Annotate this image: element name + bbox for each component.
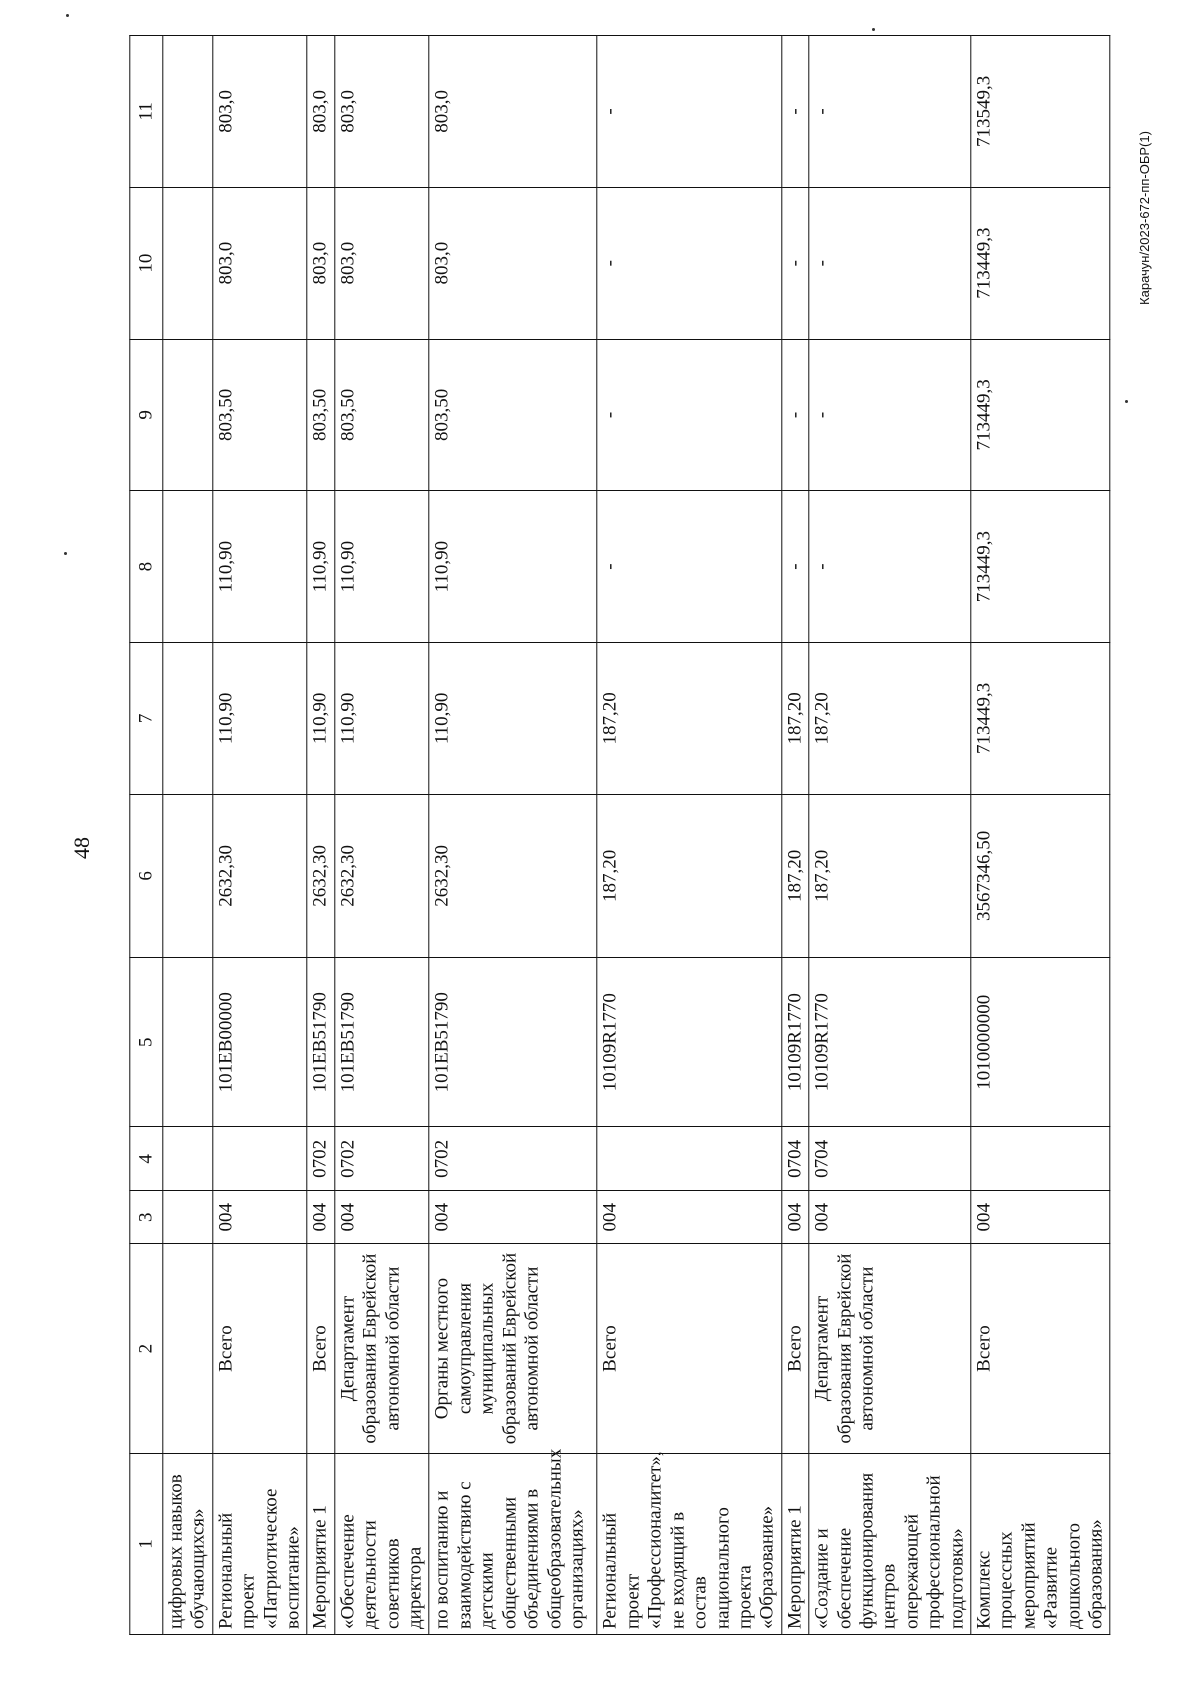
header-cell: 1	[130, 1454, 163, 1635]
year-cell: -	[597, 339, 781, 491]
target-code-cell	[163, 958, 213, 1127]
year-cell: 803,50	[429, 339, 597, 491]
year-cell: 713449,3	[971, 339, 1110, 491]
name-cell: Комплекс процессных мероприятий «Развитие дошкольного образования»	[971, 1454, 1110, 1635]
year-cell: 110,90	[335, 491, 430, 643]
table-row	[971, 36, 1110, 1635]
name-cell: Мероприятие 1	[307, 1454, 334, 1635]
executor-cell: Всего	[213, 1244, 308, 1454]
year-cell: 110,90	[429, 491, 597, 643]
year-cell: -	[809, 339, 971, 491]
year-cell: 713449,3	[971, 642, 1110, 794]
name-cell: «Создание и обеспечение функционирования центров опережающей профессиональной подготовки»	[809, 1454, 971, 1635]
year-cell: 713449,3	[971, 491, 1110, 643]
name-cell: по воспитанию и взаимодействию с детскими общественными объединениями в общеобразовательных организациях»	[429, 1454, 597, 1635]
year-cell: 713449,3	[971, 187, 1110, 339]
year-cell: 803,0	[335, 187, 430, 339]
table-row	[335, 36, 430, 1635]
total-cell: 2632,30	[213, 794, 308, 957]
year-cell	[163, 642, 213, 794]
table-row	[782, 36, 809, 1635]
total-cell: 187,20	[782, 794, 809, 957]
document-id: Карачун/2023-672-пп-ОБР(1)	[1137, 131, 1152, 305]
section-cell	[213, 1127, 308, 1191]
table-row	[213, 36, 308, 1635]
year-cell: 187,20	[597, 642, 781, 794]
header-cell: 3	[130, 1191, 163, 1244]
section-cell	[163, 1127, 213, 1191]
page-number: 48	[69, 837, 94, 859]
year-cell: -	[809, 187, 971, 339]
year-cell: 803,50	[307, 339, 334, 491]
year-cell: 803,0	[307, 36, 334, 188]
table-row	[429, 36, 597, 1635]
code-cell: 004	[809, 1191, 971, 1244]
code-cell: 004	[971, 1191, 1110, 1244]
executor-cell	[163, 1244, 213, 1454]
header-cell: 11	[130, 36, 163, 188]
name-cell: «Обеспечение деятельности советников директора	[335, 1454, 430, 1635]
table-row	[597, 36, 781, 1635]
table-row	[163, 36, 213, 1635]
code-cell: 004	[597, 1191, 781, 1244]
year-cell: -	[597, 187, 781, 339]
year-cell: -	[597, 36, 781, 188]
year-cell: 803,0	[307, 187, 334, 339]
year-cell: -	[782, 339, 809, 491]
executor-cell: Всего	[597, 1244, 781, 1454]
target-code-cell: 1010000000	[971, 958, 1110, 1127]
code-cell: 004	[213, 1191, 308, 1244]
section-cell: 0702	[307, 1127, 334, 1191]
year-cell: 803,50	[213, 339, 308, 491]
header-cell: 10	[130, 187, 163, 339]
year-cell: 187,20	[782, 642, 809, 794]
year-cell: -	[597, 491, 781, 643]
year-cell: -	[782, 491, 809, 643]
scan-speck	[66, 14, 69, 17]
total-cell: 2632,30	[335, 794, 430, 957]
name-cell: Региональный проект «Профессионалитет», не входящий в состав национального проекта «Образование»	[597, 1454, 781, 1635]
header-cell: 6	[130, 794, 163, 957]
section-cell: 0702	[335, 1127, 430, 1191]
table-row	[307, 36, 334, 1635]
target-code-cell: 101EB00000	[213, 958, 308, 1127]
rotated-table-frame	[135, 35, 1107, 1635]
year-cell: 803,0	[429, 36, 597, 188]
section-cell	[597, 1127, 781, 1191]
code-cell: 004	[307, 1191, 334, 1244]
total-cell: 187,20	[597, 794, 781, 957]
year-cell: 803,0	[213, 187, 308, 339]
name-cell: цифровых навыков обучающихся»	[163, 1454, 213, 1635]
year-cell: -	[809, 491, 971, 643]
total-cell: 3567346,50	[971, 794, 1110, 957]
year-cell: -	[782, 187, 809, 339]
target-code-cell: 10109R1770	[809, 958, 971, 1127]
year-cell: 110,90	[307, 642, 334, 794]
year-cell: 110,90	[335, 642, 430, 794]
executor-cell: Всего	[971, 1244, 1110, 1454]
target-code-cell: 10109R1770	[597, 958, 781, 1127]
year-cell: -	[782, 36, 809, 188]
name-cell: Мероприятие 1	[782, 1454, 809, 1635]
year-cell: 110,90	[307, 491, 334, 643]
year-cell	[163, 187, 213, 339]
section-cell: 0702	[429, 1127, 597, 1191]
header-cell: 8	[130, 491, 163, 643]
total-cell: 2632,30	[429, 794, 597, 957]
code-cell	[163, 1191, 213, 1244]
target-code-cell: 101EB51790	[307, 958, 334, 1127]
scan-speck	[1125, 400, 1128, 403]
target-code-cell: 10109R1770	[782, 958, 809, 1127]
target-code-cell: 101EB51790	[429, 958, 597, 1127]
scan-speck	[64, 552, 67, 555]
header-cell: 4	[130, 1127, 163, 1191]
total-cell: 187,20	[809, 794, 971, 957]
year-cell	[163, 36, 213, 188]
budget-table	[129, 35, 1110, 1635]
header-cell: 5	[130, 958, 163, 1127]
header-cell: 7	[130, 642, 163, 794]
executor-cell: Всего	[782, 1244, 809, 1454]
year-cell: 187,20	[809, 642, 971, 794]
year-cell: 803,50	[335, 339, 430, 491]
executor-cell: Департамент образования Еврейской автономной области	[335, 1244, 430, 1454]
executor-cell: Органы местного самоуправления муниципальных образований Еврейской автономной области	[429, 1244, 597, 1454]
target-code-cell: 101EB51790	[335, 958, 430, 1127]
total-cell: 2632,30	[307, 794, 334, 957]
code-cell: 004	[782, 1191, 809, 1244]
year-cell: 110,90	[213, 491, 308, 643]
header-cell: 9	[130, 339, 163, 491]
year-cell: 713549,3	[971, 36, 1110, 188]
year-cell: 803,0	[213, 36, 308, 188]
year-cell: 110,90	[213, 642, 308, 794]
table-row	[809, 36, 971, 1635]
year-cell	[163, 491, 213, 643]
year-cell: 110,90	[429, 642, 597, 794]
section-cell	[971, 1127, 1110, 1191]
year-cell	[163, 339, 213, 491]
executor-cell: Всего	[307, 1244, 334, 1454]
table-header-row	[130, 36, 163, 1635]
scan-speck	[872, 28, 875, 31]
code-cell: 004	[429, 1191, 597, 1244]
name-cell: Региональный проект «Патриотическое воспитание»	[213, 1454, 308, 1635]
executor-cell: Департамент образования Еврейской автономной области	[809, 1244, 971, 1454]
code-cell: 004	[335, 1191, 430, 1244]
year-cell: -	[809, 36, 971, 188]
year-cell: 803,0	[335, 36, 430, 188]
total-cell	[163, 794, 213, 957]
section-cell: 0704	[809, 1127, 971, 1191]
section-cell: 0704	[782, 1127, 809, 1191]
header-cell: 2	[130, 1244, 163, 1454]
year-cell: 803,0	[429, 187, 597, 339]
